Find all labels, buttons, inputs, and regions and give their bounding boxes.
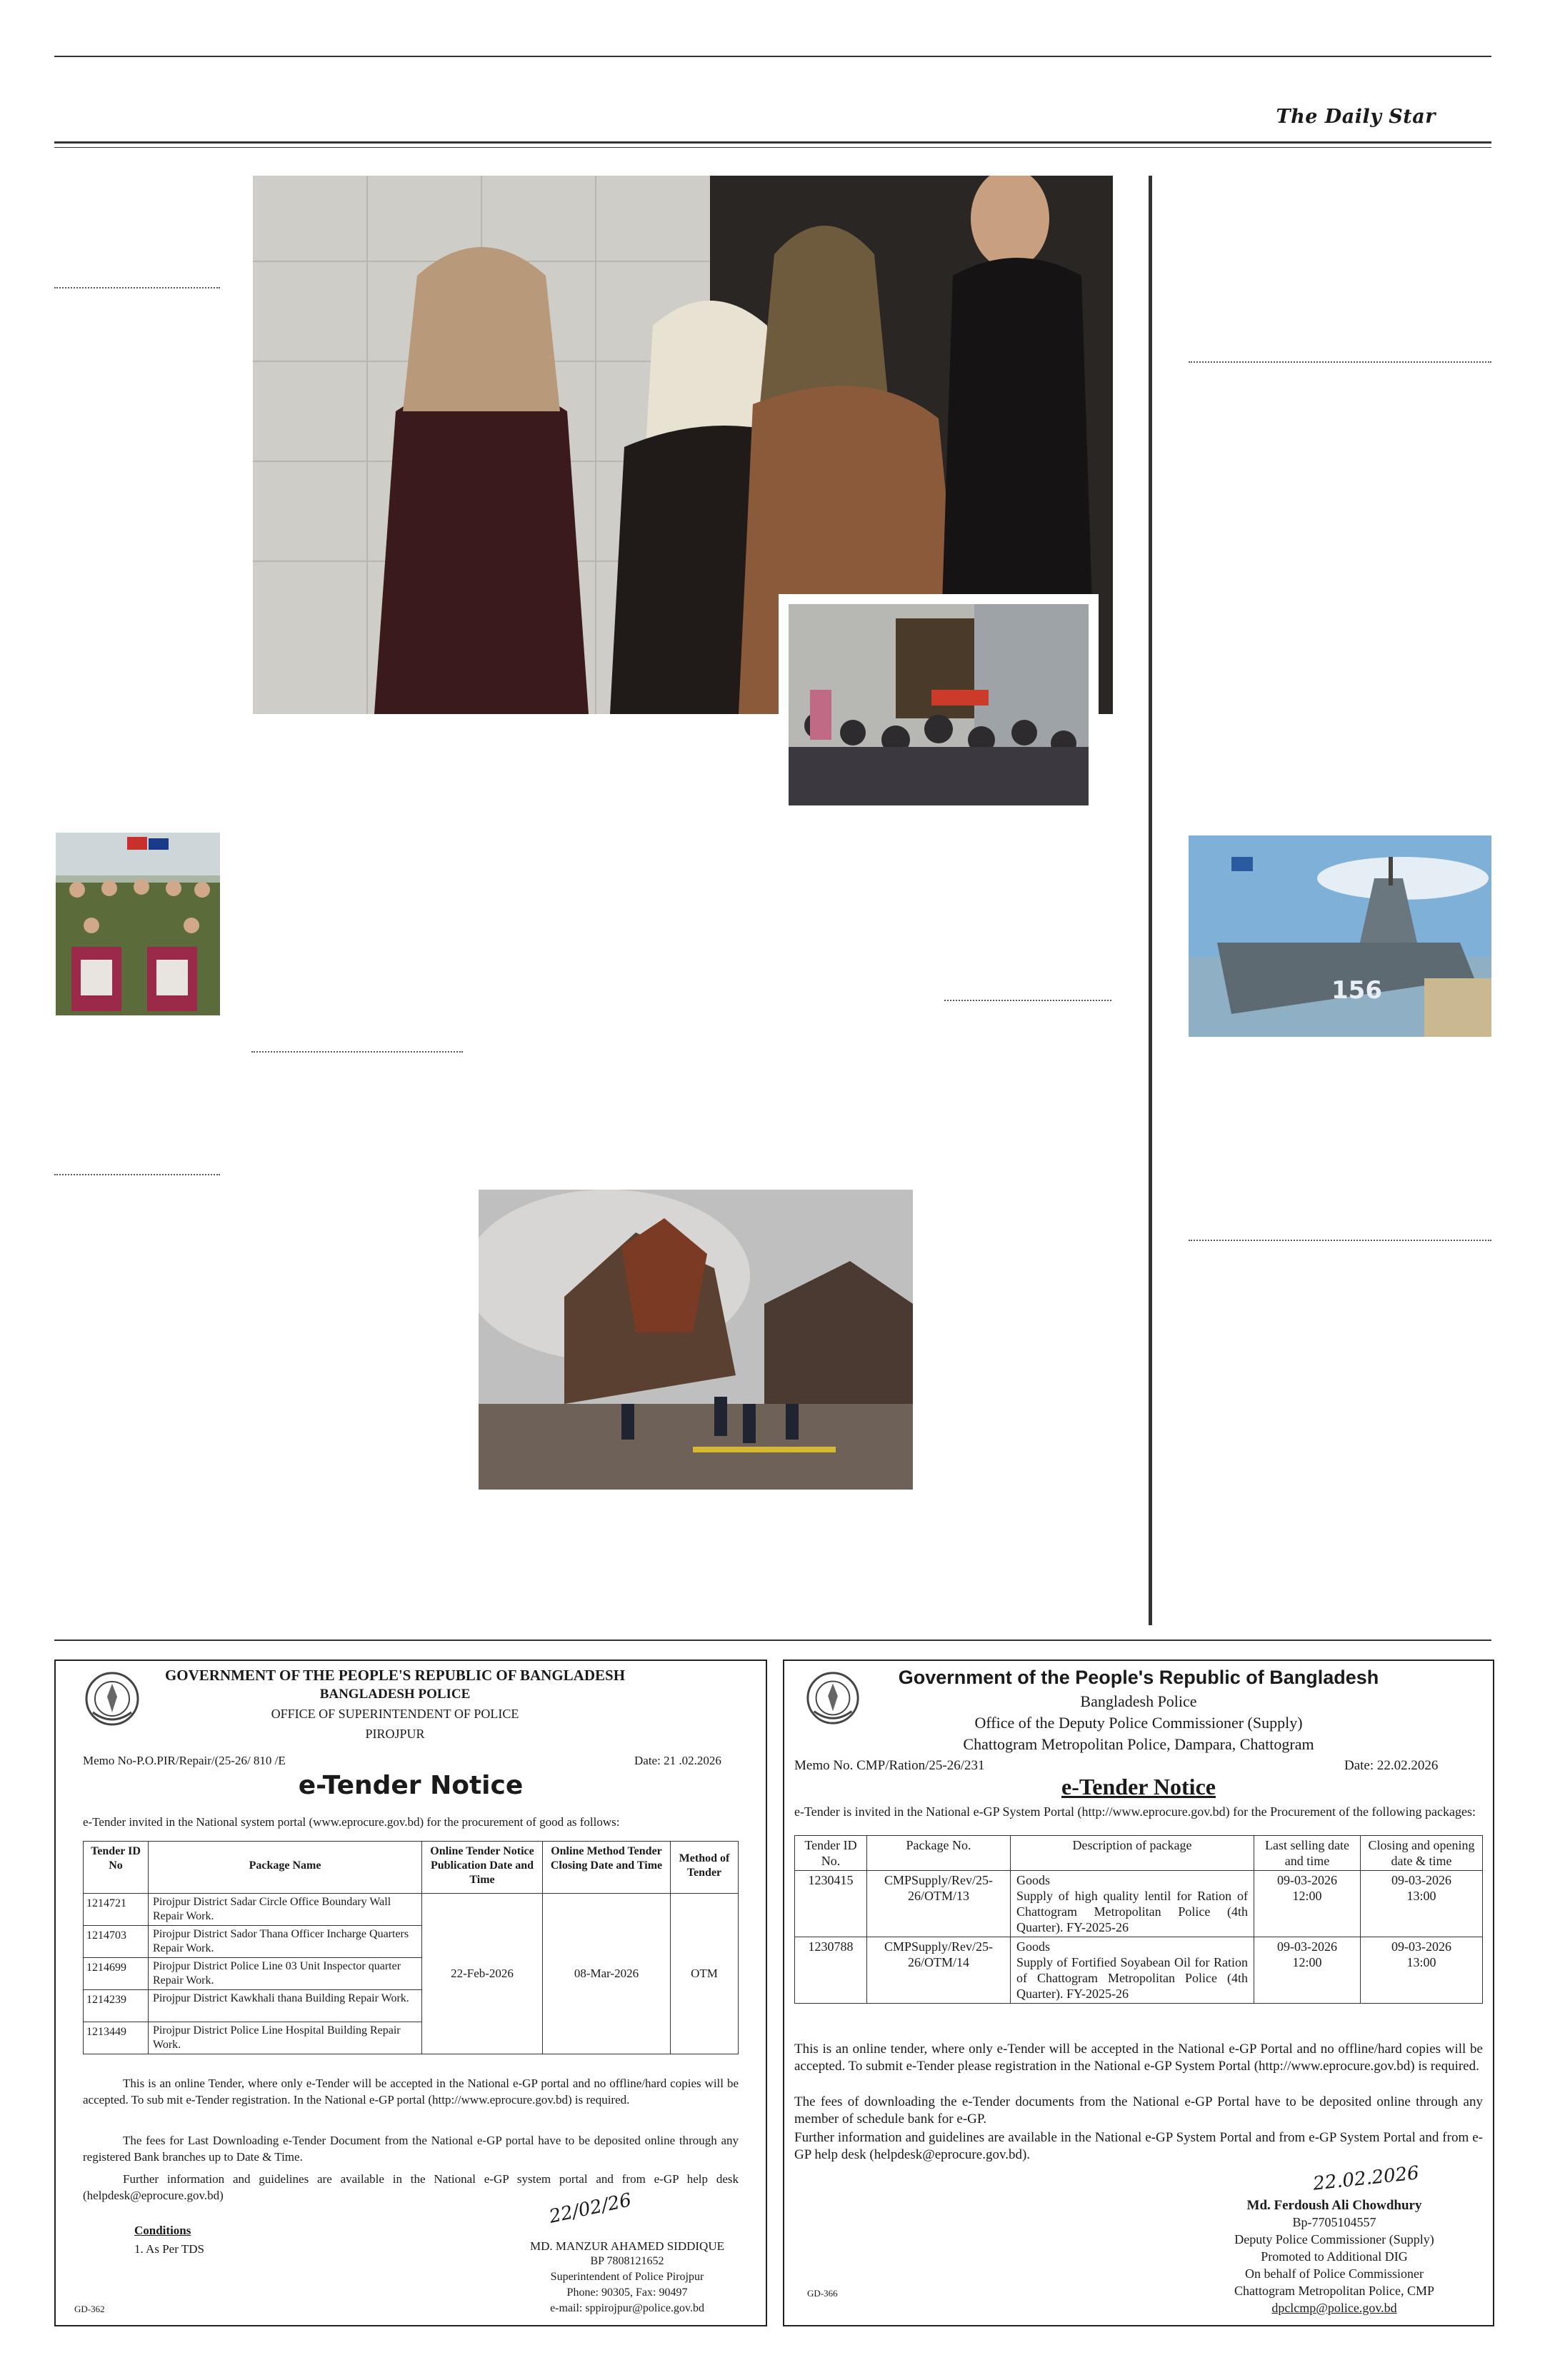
closing-date: 08-Mar-2026 [543, 1894, 671, 2054]
police-heading: BANGLADESH POLICE [319, 1687, 471, 1702]
signature: 22.02.2026 [1311, 2162, 1421, 2195]
package-name: Pirojpur District Kawkhali thana Building Repair Work. [149, 1990, 422, 2022]
police-emblem-icon [83, 1669, 141, 1728]
header-rule-thick [54, 141, 1491, 144]
funeral-crowd-photo [779, 594, 1099, 815]
signer-title: Deputy Police Commissioner (Supply) [1234, 2232, 1434, 2246]
col-header: Package No. [867, 1836, 1011, 1871]
condition-item: 1. As Per TDS [134, 2242, 204, 2256]
closing-date: 09-03-2026 [1391, 1939, 1451, 1954]
col-header: Method of Tender [671, 1842, 739, 1894]
col-header: Package Name [149, 1842, 422, 1894]
selling-date: 09-03-2026 [1277, 1873, 1337, 1887]
signer-name: Md. Ferdoush Ali Chowdhury [1246, 2198, 1422, 2213]
guidelines-paragraph: Further information and guidelines are available in the National e-GP System Portal and from e-GP System Portal and from e-GP help desk (helpdesk@eprocure.gov.bd). [794, 2130, 1483, 2162]
col-header: Tender ID No. [795, 1836, 867, 1871]
signer-email[interactable]: dpclcmp@police.gov.bd [1271, 2301, 1397, 2315]
tender-notice-chattogram [783, 1660, 1494, 2326]
tender-id: 1214703 [84, 1926, 149, 1958]
tender-id: 1214239 [84, 1990, 149, 2022]
dotted-divider [251, 1051, 463, 1053]
closing-time: 13:00 [1406, 1955, 1436, 1969]
tender-id: 1214721 [84, 1894, 149, 1926]
publication-date: 22-Feb-2026 [422, 1894, 543, 2054]
notice-title: e-Tender Notice [1061, 1774, 1216, 1799]
package-no: CMPSupply/Rev/25-26/OTM/13 [867, 1871, 1011, 1937]
header-rule-thin [54, 147, 1491, 148]
col-header: Description of package [1011, 1836, 1254, 1871]
notice-title: e-Tender Notice [298, 1771, 524, 1800]
conditions-heading: Conditions [134, 2224, 191, 2237]
signer-title: Superintendent of Police Pirojpur [550, 2271, 704, 2283]
signer-promotion: Promoted to Additional DIG [1261, 2249, 1408, 2264]
signer-office: Chattogram Metropolitan Police, CMP [1234, 2284, 1434, 2298]
signer-bp: Bp-7705104557 [1292, 2215, 1376, 2229]
closing-date: 09-03-2026 [1391, 1873, 1451, 1887]
package-description [1011, 1871, 1254, 1937]
section-rule [54, 1640, 1491, 1641]
fees-paragraph: The fees of downloading the e-Tender documents from the National e-GP Portal have to be deposited online through any member of schedule bank for e-GP. [794, 2094, 1483, 2127]
memo-number: Memo No. CMP/Ration/25-26/231 [794, 1758, 985, 1773]
tender-id: 1230415 [795, 1871, 867, 1937]
tender-notice-pirojpur [54, 1660, 767, 2326]
signer-behalf: On behalf of Police Commissioner [1245, 2266, 1424, 2281]
notice-intro: e-Tender is invited in the National e-GP System Portal (http://www.eprocure.gov.bd) for the Procurement of the following packages: [794, 1804, 1476, 1819]
dotted-divider [54, 287, 220, 288]
package-no: CMPSupply/Rev/25-26/OTM/14 [867, 1937, 1011, 2004]
hull-number: 156 [1331, 976, 1382, 1005]
dotted-divider [1189, 1240, 1491, 1241]
selling-time: 12:00 [1292, 1955, 1322, 1969]
tender-table [83, 1841, 739, 2054]
dotted-divider [54, 1174, 220, 1175]
signer-phone: Phone: 90305, Fax: 90497 [566, 2286, 688, 2299]
tender-table [794, 1835, 1483, 2004]
district-heading: PIROJPUR [365, 1727, 425, 1741]
fees-paragraph: The fees for Last Downloading e-Tender Document from the National e-GP portal have to be deposited online through any registered Bank branches up to Date & Time. [83, 2134, 739, 2164]
office-heading: OFFICE OF SUPERINTENDENT OF POLICE [271, 1707, 519, 1721]
signer-bp: BP 7808121652 [590, 2255, 664, 2267]
selling-date: 09-03-2026 [1277, 1939, 1337, 1954]
selling-time: 12:00 [1292, 1889, 1322, 1903]
notice-intro: e-Tender invited in the National system portal (www.eprocure.gov.bd) for the procurement of good as follows: [83, 1815, 620, 1829]
package-type: Goods [1016, 1873, 1051, 1887]
tender-id: 1213449 [84, 2022, 149, 2054]
memo-number: Memo No-P.O.PIR/Repair/(25-26/ 810 /E [83, 1754, 286, 1767]
top-rule [54, 56, 1491, 57]
dotted-divider [1189, 361, 1491, 363]
dotted-divider [944, 1000, 1111, 1001]
last-selling [1254, 1937, 1361, 2004]
signature: 22/02/26 [547, 2189, 634, 2228]
package-name: Pirojpur District Police Line 03 Unit Inspector quarter Repair Work. [149, 1958, 422, 1990]
notice-date: Date: 22.02.2026 [1344, 1758, 1439, 1773]
signer-email[interactable]: e-mail: sppirojpur@police.gov.bd [550, 2302, 704, 2314]
col-header: Online Method Tender Closing Date and Time [543, 1842, 671, 1894]
col-header: Closing and opening date & time [1361, 1836, 1483, 1871]
soldiers-with-portraits-photo [56, 833, 220, 1015]
package-detail: Supply of Fortified Soyabean Oil for Ration of Chattogram Metropolitan Police (4th Quarter). FY-2025-26 [1016, 1955, 1248, 2001]
notice-date: Date: 21 .02.2026 [634, 1754, 721, 1767]
signer-name: MD. MANZUR AHAMED SIDDIQUE [530, 2239, 724, 2253]
table-row [795, 1937, 1483, 2004]
closing-time: 13:00 [1406, 1889, 1436, 1903]
tender-id: 1214699 [84, 1958, 149, 1990]
package-name: Pirojpur District Sadar Circle Office Boundary Wall Repair Work. [149, 1894, 422, 1926]
table-row [795, 1871, 1483, 1937]
police-heading: Bangladesh Police [1080, 1692, 1197, 1710]
tender-id: 1230788 [795, 1937, 867, 2004]
package-detail: Supply of high quality lentil for Ration of Chattogram Metropolitan Police (4th Quarter). FY-2025-26 [1016, 1889, 1248, 1934]
online-tender-paragraph: This is an online Tender, where only e-Tender will be accepted in the National e-GP portal and no offline/hard copies will be accepted. To sub mit e-Tender registration. In the National e-GP portal (http://www.eprocure.gov.bd) is required. [83, 2077, 739, 2107]
package-type: Goods [1016, 1939, 1051, 1954]
column-separator [1149, 176, 1152, 1625]
package-name: Pirojpur District Sador Thana Officer Incharge Quarters Repair Work. [149, 1926, 422, 1958]
location-heading: Chattogram Metropolitan Police, Dampara, Chattogram [963, 1735, 1314, 1753]
masthead-logo: The Daily Star [1276, 106, 1436, 128]
closing-opening [1361, 1871, 1483, 1937]
package-name: Pirojpur District Police Line Hospital Building Repair Work. [149, 2022, 422, 2054]
ad-code: GD-362 [74, 2304, 105, 2314]
warship-photo [1189, 835, 1491, 1037]
tender-method: OTM [671, 1894, 739, 2054]
govt-heading: GOVERNMENT OF THE PEOPLE'S REPUBLIC OF BANGLADESH [164, 1667, 626, 1684]
col-header: Last selling date and time [1254, 1836, 1361, 1871]
ad-code: GD-366 [807, 2288, 838, 2299]
package-description [1011, 1937, 1254, 2004]
destroyed-house-firefighters-photo [479, 1190, 913, 1490]
guidelines-paragraph: Further information and guidelines are available in the National e-GP system portal and from e-GP help desk (helpdesk@eprocure.gov.bd) [83, 2172, 739, 2202]
office-heading: Office of the Deputy Police Commissioner (Supply) [974, 1714, 1303, 1732]
table-row [84, 1894, 739, 1926]
last-selling [1254, 1871, 1361, 1937]
online-tender-paragraph: This is an online tender, where only e-Tender will be accepted in the National e-GP Portal and no offline/hard copies will be accepted. To submit e-Tender please registration in the National e-GP System Portal (http://www.eprocure.gov.bd) is required. [794, 2042, 1483, 2074]
col-header: Online Tender Notice Publication Date and Time [422, 1842, 543, 1894]
govt-heading: Government of the People's Republic of Bangladesh [898, 1667, 1379, 1688]
closing-opening [1361, 1937, 1483, 2004]
col-header: Tender ID No [84, 1842, 149, 1894]
